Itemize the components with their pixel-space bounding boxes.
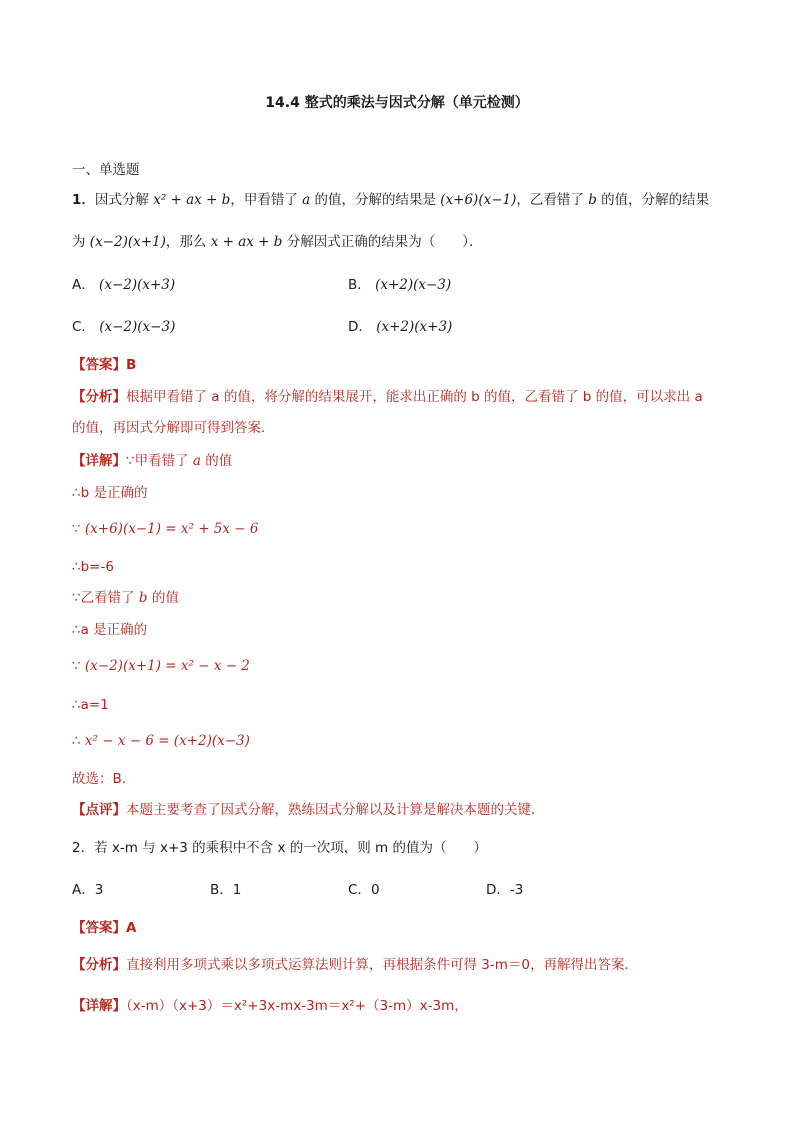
detail-text: ∴ xyxy=(72,733,81,749)
q1-text: 的值，分解的结果是 xyxy=(314,192,436,208)
answer-value: B xyxy=(126,357,137,373)
q1-var-a: a xyxy=(302,192,311,208)
q1-detail-line6: ∴a 是正确的 xyxy=(72,622,148,638)
q2-stem: 2．若 x-m 与 x+3 的乘积中不含 x 的一次项，则 m 的值为（ ） xyxy=(72,840,487,856)
analysis-tag: 【分析】 xyxy=(72,389,126,405)
answer-tag: 【答案】 xyxy=(72,920,126,936)
q1-answer xyxy=(72,357,136,373)
q2-option-c[interactable] xyxy=(348,882,380,898)
q2-option-d[interactable] xyxy=(486,882,523,898)
detail-text: 的值 xyxy=(151,590,179,606)
detail-eq: x² − x − 6 = (x+2)(x−3) xyxy=(84,733,250,749)
detail-text: 的值 xyxy=(205,453,233,469)
detail-tag: 【详解】 xyxy=(72,998,126,1014)
q1-var-b: b xyxy=(588,192,597,208)
q1-expr: x + ax + b xyxy=(210,234,283,250)
q1-detail-line1 xyxy=(72,453,232,469)
answer-value: A xyxy=(126,920,137,936)
q1-text: 分解因式正确的结果为（ ）． xyxy=(286,234,483,250)
option-value: (x−2)(x+3) xyxy=(99,277,176,293)
q1-analysis xyxy=(72,389,703,405)
q1-text: 的值，分解的结果 xyxy=(601,192,710,208)
q2-detail xyxy=(72,998,468,1014)
q1-text: ，那么 xyxy=(165,234,207,250)
detail-eq: (x−2)(x+1) = x² − x − 2 xyxy=(84,658,250,674)
q1-detail-line3 xyxy=(72,521,259,537)
q1-detail-line7 xyxy=(72,658,250,674)
detail-text: ∵ xyxy=(72,658,81,674)
q2-option-b[interactable] xyxy=(210,882,241,898)
detail-tag: 【详解】 xyxy=(72,453,126,469)
q1-analysis-cont: 的值，再因式分解即可得到答案． xyxy=(72,420,275,436)
q1-comment xyxy=(72,802,545,818)
option-label: D． xyxy=(348,319,372,335)
option-value: 3 xyxy=(94,882,104,898)
option-label: D． xyxy=(486,882,510,898)
detail-var: a xyxy=(192,453,201,469)
q2-analysis xyxy=(72,957,638,973)
q1-option-b[interactable] xyxy=(348,277,451,293)
q1-detail-line4: ∴b=-6 xyxy=(72,559,114,575)
q1-text: 为 xyxy=(72,234,86,250)
q1-result: (x−2)(x+1) xyxy=(89,234,166,250)
comment-tag: 【点评】 xyxy=(72,802,126,818)
option-value: (x−2)(x−3) xyxy=(99,319,176,335)
option-label: B． xyxy=(348,277,371,293)
q1-option-a[interactable] xyxy=(72,277,175,293)
q2-answer xyxy=(72,920,136,936)
document-title: 14.4 整式的乘法与因式分解（单元检测） xyxy=(265,95,529,111)
option-value: (x+2)(x−3) xyxy=(375,277,452,293)
analysis-tag: 【分析】 xyxy=(72,957,126,973)
option-value: -3 xyxy=(509,882,524,898)
q1-detail-line2: ∴b 是正确的 xyxy=(72,485,148,501)
q1-detail-line8: ∴a=1 xyxy=(72,697,109,713)
q1-text: 因式分解 xyxy=(94,192,149,208)
detail-text: ∵乙看错了 xyxy=(72,590,135,606)
q1-option-d[interactable] xyxy=(348,319,452,335)
q1-number: 1． xyxy=(72,192,95,208)
q1-stem-line2 xyxy=(72,234,482,250)
option-label: C． xyxy=(72,319,95,335)
answer-tag: 【答案】 xyxy=(72,357,126,373)
q1-text: ，甲看错了 xyxy=(230,192,298,208)
option-value: (x+2)(x+3) xyxy=(376,319,453,335)
analysis-text: 根据甲看错了 a 的值，将分解的结果展开，能求出正确的 b 的值，乙看错了 b 的值，可以求出 a xyxy=(126,389,703,405)
section-heading: 一、单选题 xyxy=(72,162,140,178)
detail-text: ∵ xyxy=(72,521,81,537)
q1-expr: x² + ax + b xyxy=(153,192,231,208)
option-label: B． xyxy=(210,882,233,898)
option-label: C． xyxy=(348,882,371,898)
q1-choose: 故选：B． xyxy=(72,771,136,787)
q1-text: ，乙看错了 xyxy=(516,192,584,208)
option-label: A． xyxy=(72,277,95,293)
q2-option-a[interactable] xyxy=(72,882,103,898)
q1-option-c[interactable] xyxy=(72,319,175,335)
detail-text: ∵甲看错了 xyxy=(126,453,189,469)
detail-text: （x-m）（x+3）＝x²+3x-mx-3m＝x²+（3-m）x-3m， xyxy=(126,998,468,1014)
analysis-text: 直接利用多项式乘以多项式运算法则计算，再根据条件可得 3-m＝0，再解得出答案． xyxy=(126,957,638,973)
option-value: 1 xyxy=(232,882,242,898)
q1-result: (x+6)(x−1) xyxy=(440,192,517,208)
detail-eq: (x+6)(x−1) = x² + 5x − 6 xyxy=(84,521,259,537)
comment-text: 本题主要考查了因式分解，熟练因式分解以及计算是解决本题的关键． xyxy=(126,802,545,818)
option-value: 0 xyxy=(370,882,380,898)
option-label: A． xyxy=(72,882,95,898)
q1-detail-line9 xyxy=(72,733,250,749)
q1-detail-line5 xyxy=(72,590,179,606)
q1-stem-line1 xyxy=(72,192,709,208)
detail-var: b xyxy=(138,590,148,606)
